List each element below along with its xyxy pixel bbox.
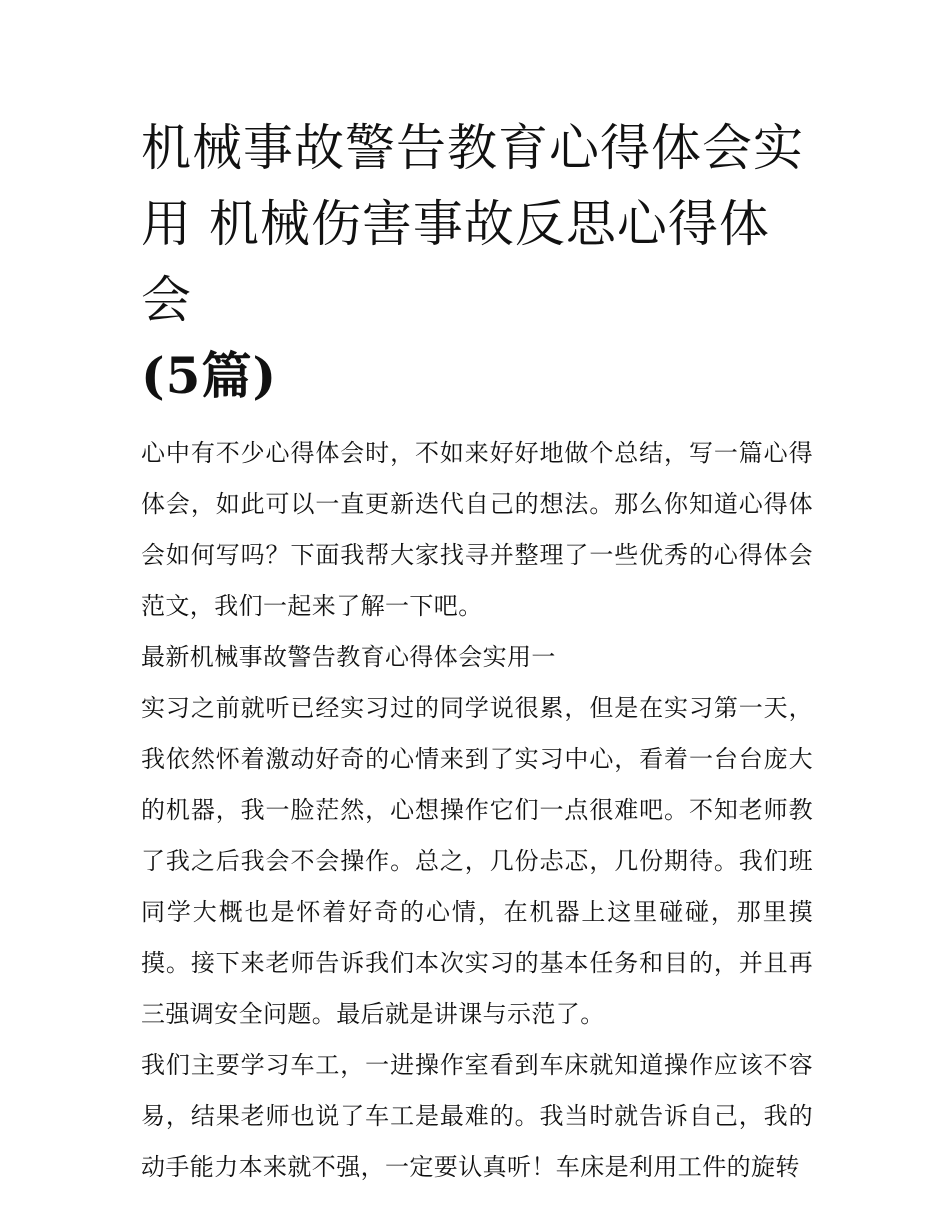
document-body — [141, 428, 813, 1193]
body-paragraph: 我们主要学习车工，一进操作室看到车床就知道操作应该不容易，结果老师也说了车工是最难的。我当时就告诉自己，我的动手能力本来就不强，一定要认真听！车床是利用工件的旋转 — [141, 1051, 813, 1181]
section-heading: 最新机械事故警告教育心得体会实用一 — [141, 643, 556, 671]
document-title — [141, 110, 813, 414]
title-count: (5篇) — [141, 346, 278, 405]
body-paragraph: 实习之前就听已经实习过的同学说很累，但是在实习第一天，我依然怀着激动好奇的心情来到了实习中心，看着一台台庞大的机器，我一脸茫然，心想操作它们一点很难吧。不知老师教了我之后我会不会操作。总之，几份忐忑，几份期待。我们班同学大概也是怀着好奇的心情，在机器上这里碰碰，那里摸摸。接下来老师告诉我们本次实习的基本任务和目的，并且再三强调安全问题。最后就是讲课与示范了。 — [141, 694, 813, 1028]
document-page — [141, 110, 813, 1193]
title-main: 机械事故警告教育心得体会实用 机械伤害事故反思心得体会 — [141, 119, 804, 329]
intro-paragraph: 心中有不少心得体会时，不如来好好地做个总结，写一篇心得体会，如此可以一直更新迭代自己的想法。那么你知道心得体会如何写吗？下面我帮大家找寻并整理了一些优秀的心得体会范文，我们一起来了解一下吧。 — [141, 439, 813, 620]
